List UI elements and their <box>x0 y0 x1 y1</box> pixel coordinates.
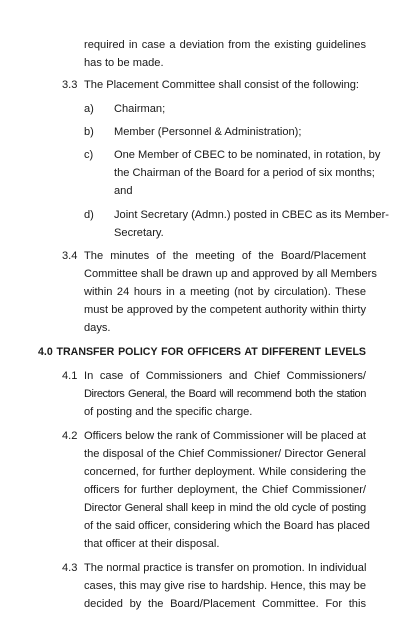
text-line: of the said officer, considering which the Board has placed <box>84 520 370 532</box>
text-line: of posting and the specific charge. <box>84 406 253 418</box>
text-line: within 24 hours in a meeting (not by circulation). These <box>84 286 366 298</box>
text-line: concerned, for further deployment. While considering the <box>84 466 366 478</box>
text-line: Director General shall keep in mind the old cycle of posting <box>84 502 366 514</box>
section-number: 3.3 <box>62 79 78 91</box>
text-line: the disposal of the Chief Commissioner/ Director General <box>84 448 366 460</box>
list-text: Joint Secretary (Admn.) posted in CBEC as its Member- <box>114 209 389 221</box>
list-label: c) <box>84 149 94 161</box>
list-text: Secretary. <box>114 227 164 239</box>
text-line: has to be made. <box>84 57 164 69</box>
list-label: d) <box>84 209 94 221</box>
text-line: The minutes of the meeting of the Board/Placement <box>84 250 366 262</box>
list-text: the Chairman of the Board for a period of six months; <box>114 167 375 179</box>
section-number: 3.4 <box>62 250 78 262</box>
section-heading: 4.0 TRANSFER POLICY FOR OFFICERS AT DIFFERENT LEVELS <box>38 346 366 358</box>
section-number: 4.1 <box>62 370 78 382</box>
text-line: decided by the Board/Placement Committee. For this <box>84 598 366 610</box>
text-line: In case of Commissioners and Chief Commissioners/ <box>84 370 366 382</box>
section-text: The Placement Committee shall consist of the following: <box>84 79 360 91</box>
list-label: a) <box>84 103 94 115</box>
text-line: Officers below the rank of Commissioner will be placed at <box>84 430 366 442</box>
list-text: Member (Personnel & Administration); <box>114 126 302 138</box>
text-line: Directors General, the Board will recommend both the station <box>84 388 366 400</box>
section-number: 4.2 <box>62 430 78 442</box>
list-text: One Member of CBEC to be nominated, in rotation, by <box>114 149 381 161</box>
list-label: b) <box>84 126 94 138</box>
text-line: that officer at their disposal. <box>84 538 220 550</box>
text-line: must be approved by the competent authority within thirty <box>84 304 366 316</box>
text-line: officers for further deployment, the Chief Commissioner/ <box>84 484 366 496</box>
list-text: Chairman; <box>114 103 166 115</box>
text-line: days. <box>84 322 111 334</box>
text-line: cases, this may give rise to hardship. Hence, this may be <box>84 580 366 592</box>
section-number: 4.3 <box>62 562 78 574</box>
text-line: Committee shall be drawn up and approved by all Members <box>84 268 377 280</box>
text-line: The normal practice is transfer on promotion. In individual <box>84 562 367 574</box>
list-text: and <box>114 185 133 197</box>
text-line: required in case a deviation from the existing guidelines <box>84 39 366 51</box>
